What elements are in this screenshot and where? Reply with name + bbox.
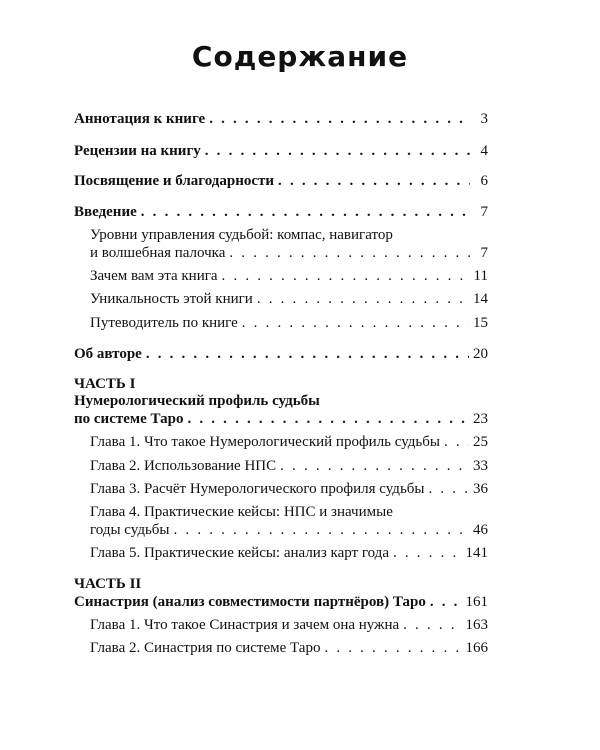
leader-dots [187,410,469,428]
leader-dots [444,433,469,451]
toc-page-number: 11 [473,268,488,284]
toc-entry-chapter[interactable] [90,544,488,562]
toc-entry-label: Глава 1. Что такое Синастрия и зачем она нужна [90,617,400,633]
leader-dots [222,267,470,285]
toc-entry-chapter[interactable] [90,639,488,657]
toc-entry-unique[interactable] [90,290,488,308]
toc-entry-label: и волшебная палочка [90,245,226,261]
toc-page-number: 7 [480,245,488,261]
toc-entry-label: Введение [74,204,137,220]
toc-entry-part2[interactable] [74,593,488,611]
toc-entry-label: Глава 1. Что такое Нумерологический профиль судьбы [90,434,440,450]
toc-entry-label: по системе Таро [74,411,184,427]
toc-page-number: 23 [473,411,488,427]
toc-entry-label: годы судьбы [90,522,170,538]
toc-page-number: 3 [480,111,488,127]
leader-dots [141,203,470,221]
toc-entry-levels-line1[interactable]: Уровни управления судьбой: компас, навигатор [90,227,393,243]
leader-dots [229,244,470,262]
toc-entry-chapter[interactable] [90,521,488,539]
toc-page-number: 161 [465,594,488,610]
toc-page-number: 141 [465,545,488,561]
leader-dots [280,457,469,475]
toc-entry-part1[interactable] [74,410,488,428]
toc-page-number: 20 [473,346,488,362]
part1-heading: ЧАСТЬ I [74,376,136,392]
leader-dots [257,290,469,308]
toc-entry-reviews[interactable] [74,142,488,160]
toc-page-number: 36 [473,481,488,497]
toc-entry-label: Глава 2. Синастрия по системе Таро [90,640,321,656]
leader-dots [205,142,470,160]
toc-page-number: 33 [473,458,488,474]
part1-title-line1[interactable]: Нумерологический профиль судьбы [74,393,320,409]
toc-entry-label: Посвящение и благодарности [74,173,275,189]
toc-entry-intro[interactable] [74,203,488,221]
toc-entry-label: Зачем вам эта книга [90,268,218,284]
toc-entry-label: Аннотация к книге [74,111,206,127]
toc-entry-label: Глава 3. Расчёт Нумерологического профиля судьбы [90,481,425,497]
toc-entry-label: Глава 5. Практические кейсы: анализ карт года [90,545,389,561]
leader-dots [146,345,469,363]
toc-entry-annotation[interactable] [74,110,488,128]
part2-heading: ЧАСТЬ II [74,576,142,592]
leader-dots [278,172,470,190]
leader-dots [429,480,470,498]
toc-page-number: 7 [480,204,488,220]
toc-entry-why[interactable] [90,267,488,285]
leader-dots [209,110,470,128]
toc-entry-label: Уникальность этой книги [90,291,253,307]
toc-entry-chapter[interactable] [90,457,488,475]
toc-entry-chapter[interactable] [90,433,488,451]
toc-entry-label: Об авторе [74,346,142,362]
toc-entry-chapter[interactable] [90,480,488,498]
leader-dots [430,593,462,611]
toc-page-number: 25 [473,434,488,450]
toc-entry-guide[interactable] [90,314,488,332]
toc-page-number: 15 [473,315,488,331]
leader-dots [393,544,462,562]
leader-dots [324,639,461,657]
toc-entry-label: Рецензии на книгу [74,143,201,159]
toc-page-number: 6 [480,173,488,189]
toc-entry-chapter4-line1[interactable]: Глава 4. Практические кейсы: НПС и значимые [90,504,393,520]
leader-dots [174,521,469,539]
toc-entry-author[interactable] [74,345,488,363]
toc-page-number: 4 [480,143,488,159]
leader-dots [242,314,469,332]
page-title: Содержание [191,40,409,73]
toc-entry-label: Синастрия (анализ совместимости партнёров) Таро [74,594,426,610]
toc-page-number: 14 [473,291,488,307]
toc-entry-chapter[interactable] [90,616,488,634]
leader-dots [403,616,461,634]
toc-page-number: 163 [465,617,488,633]
toc-entry-levels[interactable] [90,244,488,262]
toc-page-number: 46 [473,522,488,538]
toc-entry-label: Глава 2. Использование НПС [90,458,277,474]
toc-page-number: 166 [465,640,488,656]
toc-entry-dedication[interactable] [74,172,488,190]
toc-entry-label: Путеводитель по книге [90,315,238,331]
